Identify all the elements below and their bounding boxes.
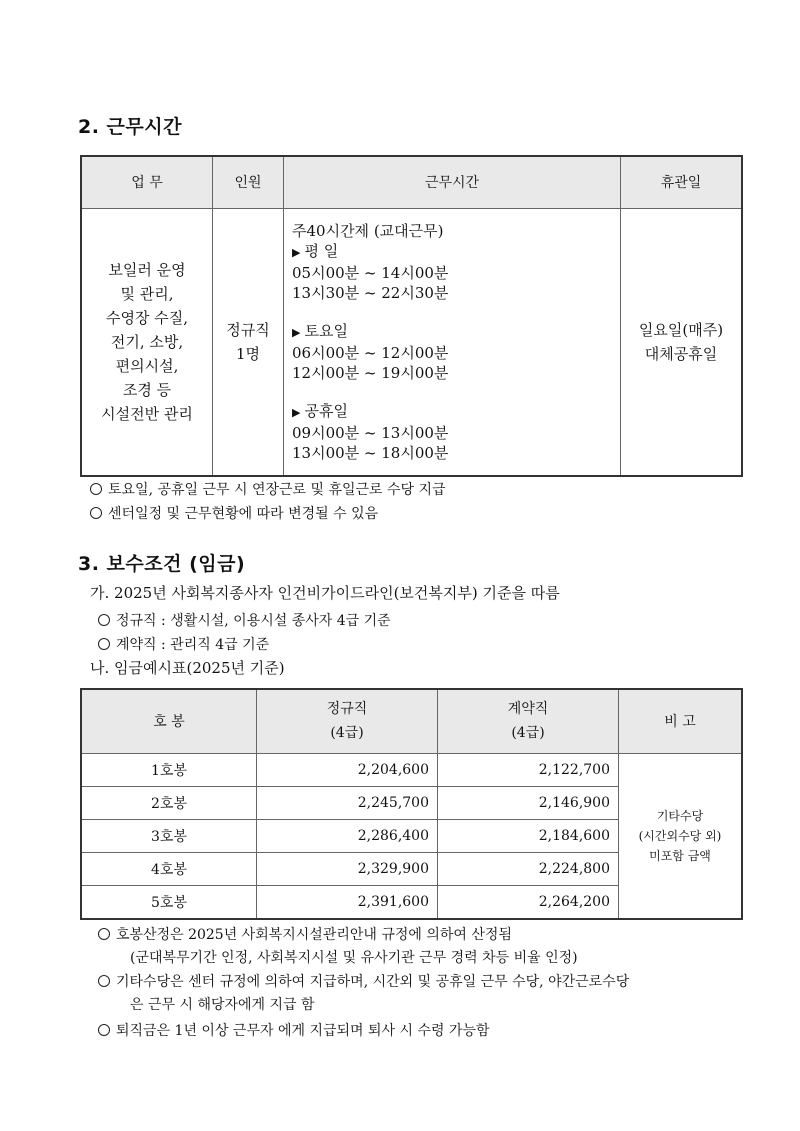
header-closed: 휴관일 [621, 156, 743, 208]
contract-wage: 2,224,800 [438, 852, 619, 885]
circle-bullet-icon [90, 483, 102, 495]
circle-bullet-icon [98, 614, 110, 626]
header-remark: 비 고 [619, 689, 743, 753]
saturday-shift: 12시00분 ~ 19시00분 [292, 363, 449, 382]
saturday-shift: 06시00분 ~ 12시00분 [292, 343, 449, 362]
section2-note: 센터일정 및 근무현황에 따라 변경될 수 있음 [90, 503, 378, 525]
work-hours-table [80, 155, 743, 477]
closed-day: 대체공휴일 [644, 344, 718, 363]
regular-wage: 2,204,600 [257, 753, 438, 786]
contract-wage: 2,184,600 [438, 819, 619, 852]
circle-bullet-icon [98, 638, 110, 650]
regular-wage: 2,286,400 [257, 819, 438, 852]
duty-line: 및 관리, [120, 284, 174, 303]
regular-wage: 2,329,900 [257, 852, 438, 885]
holiday-shift: 09시00분 ~ 13시00분 [292, 423, 449, 442]
section3-note: 기타수당은 센터 규정에 의하여 지급하며, 시간외 및 공휴일 근무 수당, 야간근로수당 [98, 971, 629, 993]
schedule-intro: 주40시간제 (교대근무) [292, 221, 444, 240]
section3-note-cont: 은 근무 시 해당자에게 지급 함 [130, 997, 315, 1013]
circle-bullet-icon [98, 975, 110, 987]
guideline-item: 계약직 : 관리직 4급 기준 [98, 634, 269, 656]
grade-cell: 2호봉 [81, 786, 257, 819]
triangle-icon: ▶ [292, 245, 301, 259]
section2-note: 토요일, 공휴일 근무 시 연장근로 및 휴일근로 수당 지급 [90, 479, 446, 501]
circle-bullet-icon [90, 507, 102, 519]
table-row [81, 753, 742, 786]
duty-line: 전기, 소방, [110, 332, 184, 351]
closed-cell [621, 208, 743, 476]
wage-table [80, 688, 743, 920]
holiday-shift: 13시00분 ~ 18시00분 [292, 443, 449, 462]
header-regular: 정규직 (4급) [257, 689, 438, 753]
section3-note-cont: (군대복무기간 인정, 사회복지시설 및 유사기관 근무 경력 차등 비율 인정) [130, 950, 578, 966]
holiday-heading: ▶ 공휴일 [292, 401, 348, 420]
guideline-item: 정규직 : 생활시설, 이용시설 종사자 4급 기준 [98, 610, 391, 632]
triangle-icon: ▶ [292, 405, 301, 419]
grade-cell: 1호봉 [81, 753, 257, 786]
staff-cell [213, 208, 284, 476]
weekday-shift: 05시00분 ~ 14시00분 [292, 263, 449, 282]
triangle-icon: ▶ [292, 325, 301, 339]
wage-table-caption: 나. 임금예시표(2025년 기준) [90, 659, 285, 677]
staff-count: 1명 [235, 344, 261, 363]
grade-cell: 4호봉 [81, 852, 257, 885]
header-grade: 호 봉 [81, 689, 257, 753]
duty-line: 편의시설, [115, 356, 179, 375]
circle-bullet-icon [98, 1024, 110, 1036]
duty-line: 보일러 운영 [108, 260, 186, 279]
remark-cell: 기타수당 (시간외수당 외) 미포함 금액 [619, 753, 743, 919]
duty-line: 조경 등 [122, 380, 172, 399]
grade-cell: 5호봉 [81, 885, 257, 919]
section3-title: 3. 보수조건 (임금) [78, 553, 246, 575]
staff-type: 정규직 [226, 320, 270, 339]
header-contract: 계약직 (4급) [438, 689, 619, 753]
hours-cell [284, 208, 621, 476]
duty-line: 시설전반 관리 [101, 404, 193, 423]
duty-cell [81, 208, 213, 476]
regular-wage: 2,391,600 [257, 885, 438, 919]
section2-title: 2. 근무시간 [78, 116, 182, 138]
closed-day: 일요일(매주) [638, 320, 724, 339]
guideline-text: 가. 2025년 사회복지종사자 인건비가이드라인(보건복지부) 기준을 따름 [90, 584, 560, 602]
duty-line: 수영장 수질, [106, 308, 188, 327]
circle-bullet-icon [98, 928, 110, 940]
grade-cell: 3호봉 [81, 819, 257, 852]
header-staff: 인원 [213, 156, 284, 208]
contract-wage: 2,146,900 [438, 786, 619, 819]
weekday-shift: 13시30분 ~ 22시30분 [292, 283, 449, 302]
section3-note: 호봉산정은 2025년 사회복지시설관리안내 규정에 의하여 산정됨 [98, 924, 512, 946]
header-duty: 업 무 [81, 156, 213, 208]
header-hours: 근무시간 [284, 156, 621, 208]
contract-wage: 2,122,700 [438, 753, 619, 786]
weekday-heading: ▶ 평 일 [292, 241, 339, 260]
section3-note: 퇴직금은 1년 이상 근무자 에게 지급되며 퇴사 시 수령 가능함 [98, 1020, 490, 1042]
saturday-heading: ▶ 토요일 [292, 321, 348, 340]
regular-wage: 2,245,700 [257, 786, 438, 819]
contract-wage: 2,264,200 [438, 885, 619, 919]
